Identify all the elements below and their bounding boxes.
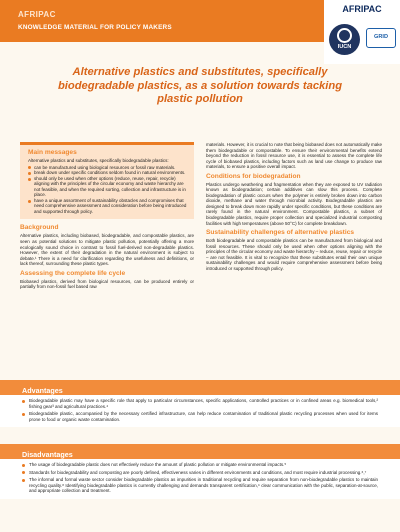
page-title: Alternative plastics and substitutes, specifically biodegradable plastics, as a solution towards tacking plastic pollution	[57, 66, 343, 105]
disadvantages-section	[0, 444, 400, 499]
main-messages-list	[28, 165, 187, 215]
challenges-heading: Sustainability challenges of alternative plastics	[206, 229, 355, 237]
conditions-heading: Conditions for biodegradation	[206, 172, 301, 180]
life-cycle-heading: Assessing the complete life cycle	[20, 269, 126, 277]
iucn-logo-text: IUCN	[337, 44, 352, 50]
background-heading: Background	[20, 224, 59, 232]
main-messages-box	[20, 142, 194, 219]
left-column	[20, 142, 194, 290]
disadvantages-heading: Disadvantages	[22, 450, 73, 459]
advantages-section	[0, 380, 400, 427]
list-item: have a unique assortment of sustainability obstacles and compromises that need comprehensive assessment and consideration before being introduced and supported through policy.	[28, 198, 187, 215]
header-series-label: KNOWLEDGE MATERIAL FOR POLICY MAKERS	[18, 24, 172, 31]
iucn-ring-icon	[337, 28, 352, 43]
advantages-body	[0, 395, 400, 427]
iucn-logo	[329, 24, 360, 55]
list-item: Biodegradable plastic may have a specific role that apply to particular circumstances, specific applications, controlled practices or in confined areas e.g. biomedical tools,² fishing gear³ and agricultural practices.⁴	[22, 398, 378, 409]
advantages-bar	[0, 380, 400, 395]
header-kicker: AFRIPAC	[18, 10, 56, 19]
list-item: Biodegradable plastic, accompanied by the necessary certified infrastructure, can help reduce contamination of traditional plastic recycling processes when used for items prone to food or organic waste contamination.	[22, 411, 378, 422]
right-column	[206, 142, 382, 271]
afripac-logo: AFRIPAC	[342, 4, 382, 14]
grid-logo-text: GRID	[374, 34, 388, 40]
list-item: Standards for biodegradability and composting are poorly defined, effectiveness varies in different environments and conditions, and most require industrial processing.⁶,⁷	[22, 470, 378, 476]
list-item: The informal and formal waste sector consider biodegradable plastics as impurities in traditional recycling and require separation from non-biodegradable plastics to maintain recycling quality.⁸ Identifying biodegradable plastics is currently challenging and demands transparent certification,⁹ clear communication with the public, separation-at-source, and appropriate collection and treatment.	[22, 477, 378, 494]
background-text: Alternative plastics, including biobased, biodegradable, and compostable plastics, are seen as potential solutions to mitigate plastic pollution, potentially offering a more ecologically sound choice in contrast to fossil fuel-derived non-degradable plastics. However, the extent of their degradation in the natural environment is subject to debate.¹ There is a need for clarification regarding the usefulness and definitions, or lack thereof, surrounding these plastic types.	[20, 233, 194, 267]
grid-logo	[366, 28, 396, 48]
advantages-heading: Advantages	[22, 386, 63, 395]
logo-panel	[324, 0, 400, 64]
disadvantages-body	[0, 459, 400, 499]
main-messages-heading: Main messages	[28, 149, 77, 156]
list-item: should only be used when other options (reduce, reuse, repair, recycle) aligning with the principles of the circular economy and waste hierarchy are not feasible, and when the required sorting, collection and infrastructure is in place.	[28, 176, 187, 198]
challenges-text: Both biodegradable and compostable plastics can be manufactured from biological and fossil resources. These should only be used when other options aligning with the principles of the circular economy and waste hierarchy – reduce, reuse, repair or recycle – are not feasible. It is vital to recognize that these substitutes entail their own unique sustainability challenges and would require comprehensive assessment before being introduced or supported through policy.	[206, 238, 382, 271]
main-messages-intro: Alternative plastics and substitutes, specifically biodegradable plastics:	[28, 158, 169, 163]
list-item: can be manufactured using biological resources or fossil raw materials.	[28, 165, 187, 171]
disadvantages-list	[22, 462, 378, 494]
list-item: break down under specific conditions seldom found in natural environments.	[28, 170, 187, 176]
life-cycle-continued-text: materials. However, it is crucial to note that being biobased does not automatically make them biodegradable or compostable. To ensure their environmental benefits extend beyond the reduction in fossil resource use, it is essential to assess the complete life cycle of biobased plastics, including factors such as land use change to produce raw materials, to ensure a positive overall impact.	[206, 142, 382, 170]
list-item: The usage of biodegradable plastic does not effectively reduce the amount of plastic pollution or mitigate environmental impacts.⁵	[22, 462, 378, 468]
disadvantages-bar	[0, 444, 400, 459]
conditions-text: Plastics undergo weathering and fragmentation when they are exposed to UV radiation known as biodegradation; certain additives can slow this process. Complete biodegradation of plastic occurs when the polymer is entirely broken down into carbon dioxide, methane and water through microbial activity. Biodegradable plastics are designed to break down more rapidly under specific conditions, but these conditions are rarely found in the natural environment. Compostable plastics, a subset of biodegradable plastics, require proper collection and specialized industrial composting facilities with high temperatures (above 50°C) for complete breakdown.	[206, 181, 382, 226]
life-cycle-text: Biobased plastics, derived from biological resources, can be produced entirely or partially from non-fossil fuel based raw	[20, 278, 194, 290]
advantages-list	[22, 398, 378, 422]
